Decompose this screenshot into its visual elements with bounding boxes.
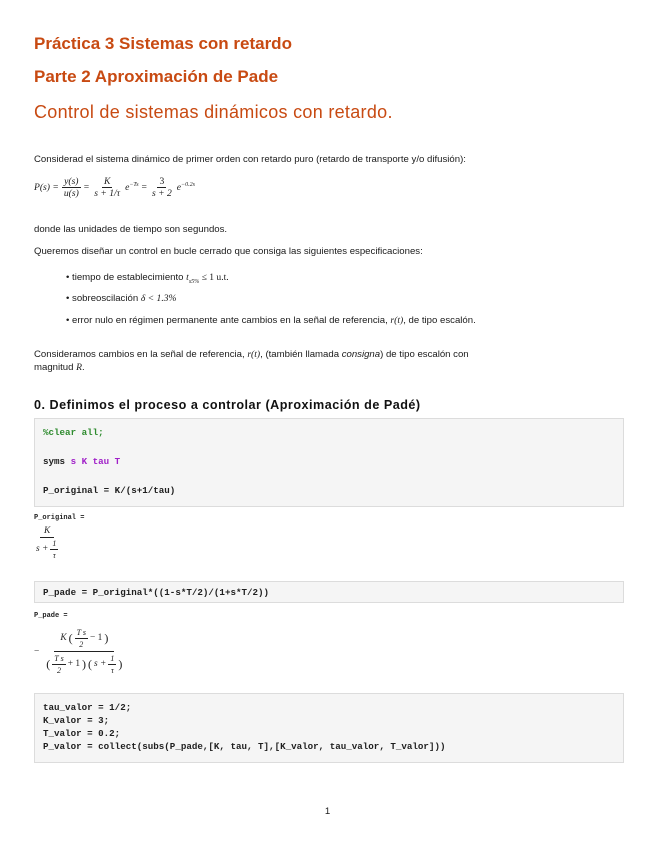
eq-frac-yu-num: y(s) [64,176,79,187]
bullet-settling-sub: s5% [188,278,200,285]
output-ppade-expr [34,626,126,677]
poriginal-den: s + $\frac{1}{\tau}$ [36,539,57,560]
units-paragraph: donde las unidades de tiempo son segundos. [34,224,228,235]
bullet-steady-text: error nulo en régimen permanente ante cambios en la señal de referencia, [72,315,391,326]
eq-frac-yu [62,176,81,199]
eq-equals-2: = [141,182,147,193]
eq-frac-3-num: 3 [159,176,165,187]
ppade-frac [42,626,126,677]
code-syms-args: s K tau T [70,456,121,467]
code-line-clear: %clear all; [43,427,104,438]
reference-paragraph: Consideramos cambios en la señal de referencia, r(t), (también llamada consigna) de tipo escalón con magnitud R. [34,349,469,373]
bullet-overshoot-math: δ < 1.3% [140,293,177,304]
code-line-syms: syms s K tau T [43,456,121,467]
eq-frac-3 [150,176,174,199]
eq-frac-3-den: s + 2 [151,188,172,199]
eq-exp-1: $e^{-Ts}$ [125,181,139,194]
output-label-poriginal: P_original = [34,514,85,522]
ppade-den: ( $\frac{\text{T s}}{2}$ + 1 ) ( s + $\frac{1}{\tau}$ ) [46,654,123,675]
code-line-tau: tau_valor = 1/2; [43,702,132,713]
bullet-overshoot-text: sobreoscilación [72,293,141,304]
output-label-ppade: P_pade = [34,612,68,620]
code-block-3[interactable] [34,693,624,763]
bullet-steady-tail: , de tipo escalón. [403,315,476,326]
bullet-settling-text: tiempo de establecimiento [72,272,187,283]
transfer-function-equation [34,176,195,199]
ppade-den-tau: $\frac{1}{\tau}$ [110,654,115,675]
ppade-sign: − [34,646,40,657]
eq-frac-yu-den: u(s) [63,188,79,199]
bullet-steady-math: r(t) [390,315,404,326]
poriginal-frac [34,526,60,561]
bullet-dot: • [66,272,70,283]
eq-exp-1-sup: −Ts [129,181,139,188]
eq-frac-k-num: K [103,176,111,187]
bullet-dot: • [66,293,70,304]
heading-practica: Práctica 3 Sistemas con retardo [34,34,292,53]
ppade-den-inner: $\frac{\text{T s}}{2}$ [54,654,64,675]
bullet-settling-tail: ≤ 1 u.t. [199,272,229,283]
bullet-overshoot [66,293,177,304]
output-poriginal-expr [34,526,60,561]
magnitude-math: R [76,362,83,373]
eq-frac-k [92,176,122,199]
eq-lhs: P(s) = [34,182,59,193]
heading-control: Control de sistemas dinámicos con retardo. [34,102,393,122]
code-block-2[interactable] [34,581,624,603]
code-line-pvalor: P_valor = collect(subs(P_pade,[K, tau, T],[K_valor, tau_valor, T_valor])) [43,741,446,752]
bullet-steady-state [66,315,476,326]
eq-equals-1: = [83,182,90,193]
eq-frac-k-den: s + 1/τ [94,188,121,199]
eq-exp-2: $e^{-0.2s}$ [176,181,195,194]
bullet-settling-math: t [186,272,189,283]
section-heading: 0. Definimos el proceso a controlar (Aproximación de Padé) [34,398,421,412]
code-line-k: K_valor = 3; [43,715,110,726]
intro-paragraph: Considerad el sistema dinámico de primer orden con retardo puro (retardo de transporte y/o difusión): [34,154,466,165]
bullet-dot: • [66,315,70,326]
specs-paragraph: Queremos diseñar un control en bucle cerrado que consiga las siguientes especificaciones: [34,246,423,257]
code-block-1[interactable] [34,418,624,507]
ppade-num-inner: $\frac{\text{T s}}{2}$ [76,628,87,649]
ppade-num: K ( $\frac{\text{T s}}{2}$ − 1 ) [54,626,114,652]
code-line-poriginal: P_original = K/(s+1/tau) [43,485,176,496]
poriginal-den-frac: $\frac{1}{\tau}$ [52,539,57,560]
reference-math: r(t) [247,349,261,360]
code-line-ppade: P_pade = P_original*((1-s*T/2)/(1+s*T/2)) [43,587,270,598]
bullet-settling-time [66,272,229,285]
consigna-italic: consigna [341,349,381,360]
eq-exp-2-sup: −0.2s [181,181,195,188]
poriginal-num: K [40,526,54,538]
heading-parte: Parte 2 Aproximación de Pade [34,67,279,86]
code-line-t: T_valor = 0.2; [43,728,121,739]
page-number: 1 [324,806,331,817]
